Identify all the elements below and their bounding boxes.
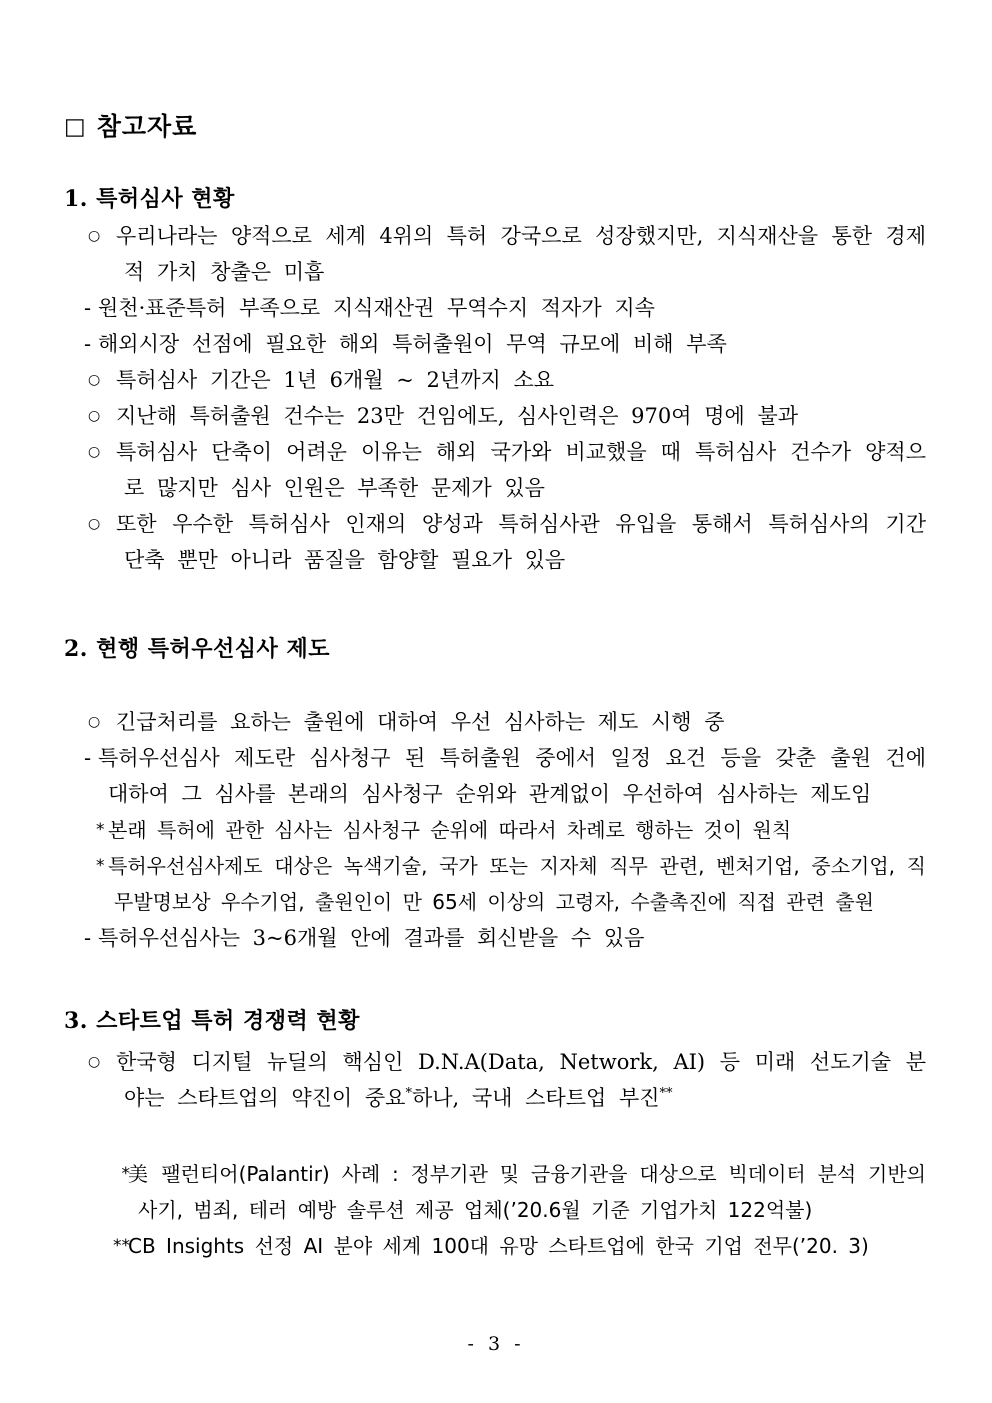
text-run: 특허우선심사제도 대상은 녹색기술, 국가 또는 지자체 직무 관련, 벤처기업, 중소기업, 직무발명보상 우수기업, 출원인이 만 65세 이상의 고령자, 수출촉진에 직접 관련 출원 [108,854,926,914]
section-heading: 3. 스타트업 특허 경쟁력 현황 [64,1008,360,1034]
list-item [64,506,926,578]
circle-bullet-icon: ○ [88,408,101,424]
document-body [64,184,926,1264]
text-run: 또한 우수한 특허심사 인재의 양성과 특허심사관 유입을 통해서 특허심사의 기간 단축 뿐만 아니라 품질을 함양할 필요가 있음 [116,512,926,572]
dash-bullet-icon: - [84,926,92,950]
item-text [116,1044,926,1116]
page-number: - 3 - [467,1333,525,1355]
list-item [64,398,926,434]
item-text [128,1156,926,1228]
list-item [64,218,926,290]
list-item [64,1228,926,1264]
text-run: 특허우선심사는 3~6개월 안에 결과를 회신받을 수 있음 [98,926,645,950]
section-heading: 1. 특허심사 현황 [64,186,235,212]
circle-bullet-icon: ○ [88,714,101,730]
item-text [108,848,926,920]
footnote-marker-icon: * [121,1164,130,1184]
list-item [64,290,926,326]
text-run: 美 팰런티어(Palantir) 사례 : 정부기관 및 금융기관을 대상으로 빅데이터 분석 기반의 사기, 범죄, 테러 예방 솔루션 제공 업체(’20.6월 기준 기업가치 122억불) [128,1162,926,1222]
item-text [116,704,926,740]
list-item [64,704,926,740]
item-text [116,506,926,578]
item-text [98,920,926,956]
list-item [64,740,926,812]
item-text [116,218,926,290]
section-1 [64,184,926,578]
item-text [128,1228,926,1264]
section-3 [64,1006,926,1264]
item-text [116,398,926,434]
circle-bullet-icon: ○ [88,372,101,388]
item-text [98,326,926,362]
item-text [108,812,926,848]
doc-title-text: 참고자료 [96,112,198,141]
text-run: 원천·표준특허 부족으로 지식재산권 무역수지 적자가 지속 [98,296,655,320]
section-2 [64,634,926,956]
square-bullet-icon: □ [64,114,87,140]
list-item [64,1156,926,1228]
item-text [98,740,926,812]
list-item [64,362,926,398]
asterisk-marker-icon: * [96,856,105,876]
text-run: 한국형 디지털 뉴딜의 핵심인 D.N.A(Data, Network, AI) 등 미래 선도기술 분야는 스타트업의 약진이 중요 [116,1050,926,1110]
dash-bullet-icon: - [84,746,92,770]
list-item [64,1044,926,1116]
item-text [116,434,926,506]
list-item [64,812,926,848]
list-item [64,920,926,956]
footnote-marker-icon: ** [113,1236,130,1256]
text-run: CB Insights 선정 AI 분야 세계 100대 유망 스타트업에 한국 기업 전무(’20. 3) [128,1234,869,1258]
item-text [116,362,926,398]
text-run: 우리나라는 양적으로 세계 4위의 특허 강국으로 성장했지만, 지식재산을 통한 경제적 가치 창출은 미흡 [116,224,926,284]
circle-bullet-icon: ○ [88,444,101,460]
text-run: 특허심사 기간은 1년 6개월 ~ 2년까지 소요 [116,368,555,392]
superscript-marker: * [405,1086,412,1101]
item-text [98,290,926,326]
asterisk-marker-icon: * [96,820,105,840]
text-run: 특허우선심사 제도란 심사청구 된 특허출원 중에서 일정 요건 등을 갖춘 출원 건에 대하여 그 심사를 본래의 심사청구 순위와 관계없이 우선하여 심사하는 제도임 [98,746,926,806]
circle-bullet-icon: ○ [88,516,101,532]
dash-bullet-icon: - [84,296,92,320]
text-run: 해외시장 선점에 필요한 해외 특허출원이 무역 규모에 비해 부족 [98,332,727,356]
text-run: 본래 특허에 관한 심사는 심사청구 순위에 따라서 차례로 행하는 것이 원칙 [108,818,792,842]
dash-bullet-icon: - [84,332,92,356]
circle-bullet-icon: ○ [88,228,101,244]
page-footer [0,1333,992,1355]
circle-bullet-icon: ○ [88,1054,101,1070]
text-run: 긴급처리를 요하는 출원에 대하여 우선 심사하는 제도 시행 중 [116,710,725,734]
list-item [64,848,926,920]
list-item [64,326,926,362]
superscript-marker: ** [659,1086,673,1101]
text-run: 특허심사 단축이 어려운 이유는 해외 국가와 비교했을 때 특허심사 건수가 양적으로 많지만 심사 인원은 부족한 문제가 있음 [116,440,926,500]
text-run: 하나, 국내 스타트업 부진 [411,1086,660,1110]
doc-title [64,112,926,143]
list-item [64,434,926,506]
section-heading: 2. 현행 특허우선심사 제도 [64,636,330,662]
text-run: 지난해 특허출원 건수는 23만 건임에도, 심사인력은 970여 명에 불과 [116,404,799,428]
